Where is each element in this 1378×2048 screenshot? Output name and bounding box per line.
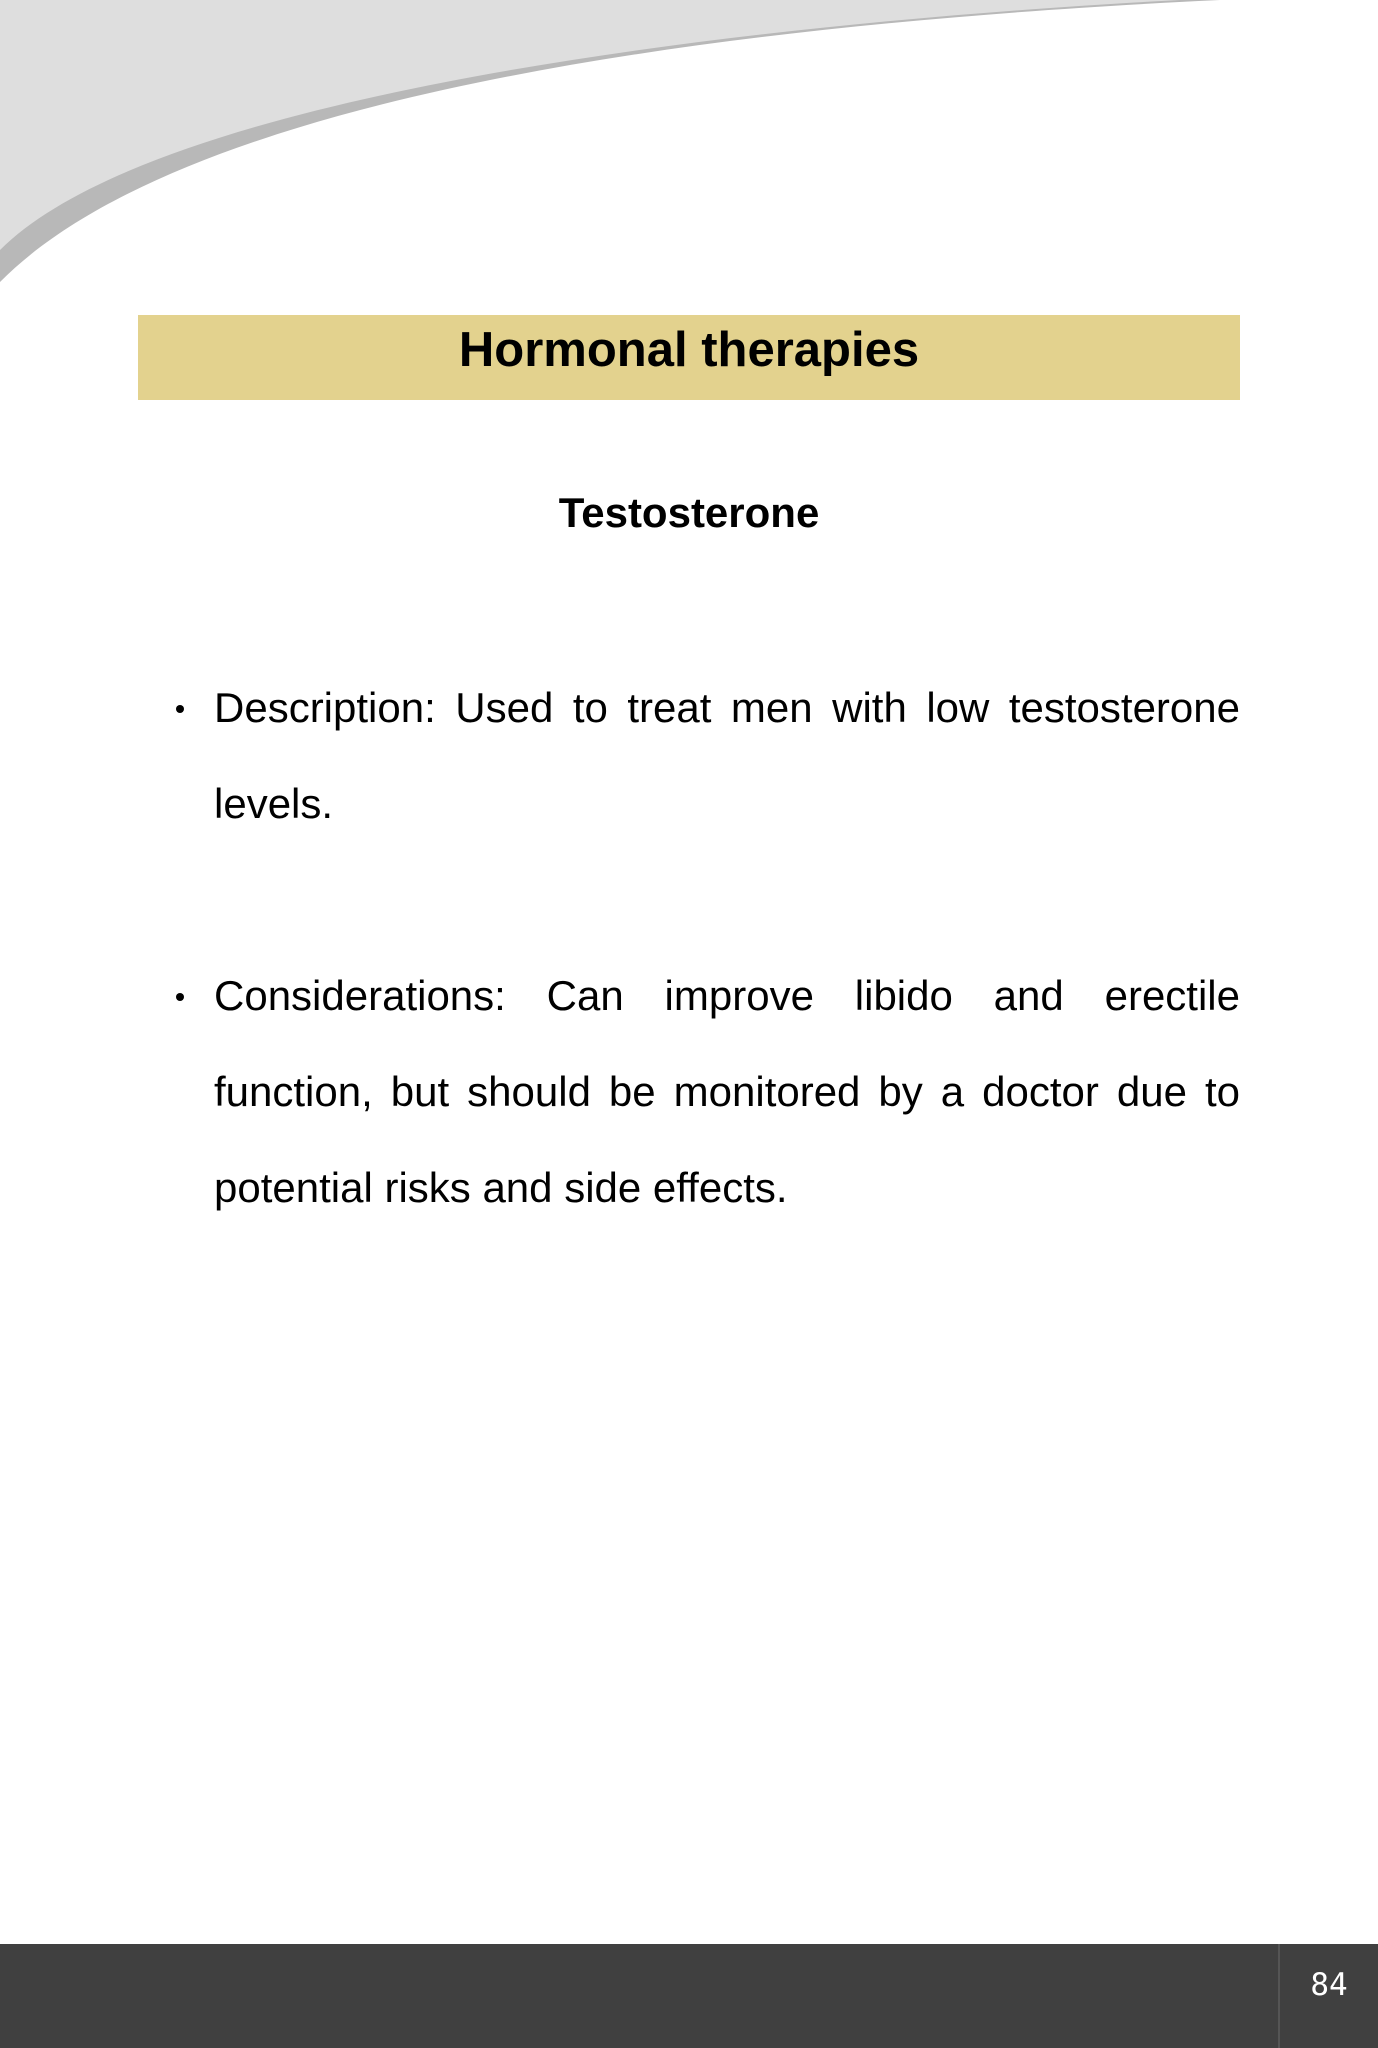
footer-bar — [0, 1944, 1378, 2048]
bullet-text: Considerations: Can improve libido and erectile function, but should be monitored by a doctor due to potential risks and side effects. — [214, 972, 1240, 1211]
bullet-icon — [176, 705, 184, 713]
bullet-text: Description: Used to treat men with low testosterone levels. — [214, 684, 1240, 827]
list-item-considerations — [138, 948, 1240, 1236]
page-number: 84 — [1310, 1967, 1348, 2003]
list-item-description — [138, 660, 1240, 852]
decorative-swoosh — [0, 0, 1378, 300]
bullet-icon — [176, 993, 184, 1001]
title-banner — [138, 315, 1240, 400]
bullet-list — [138, 660, 1240, 1332]
section-subtitle: Testosterone — [558, 489, 820, 536]
page-title: Hormonal therapies — [458, 323, 920, 377]
swoosh-light-fill — [0, 0, 1180, 250]
